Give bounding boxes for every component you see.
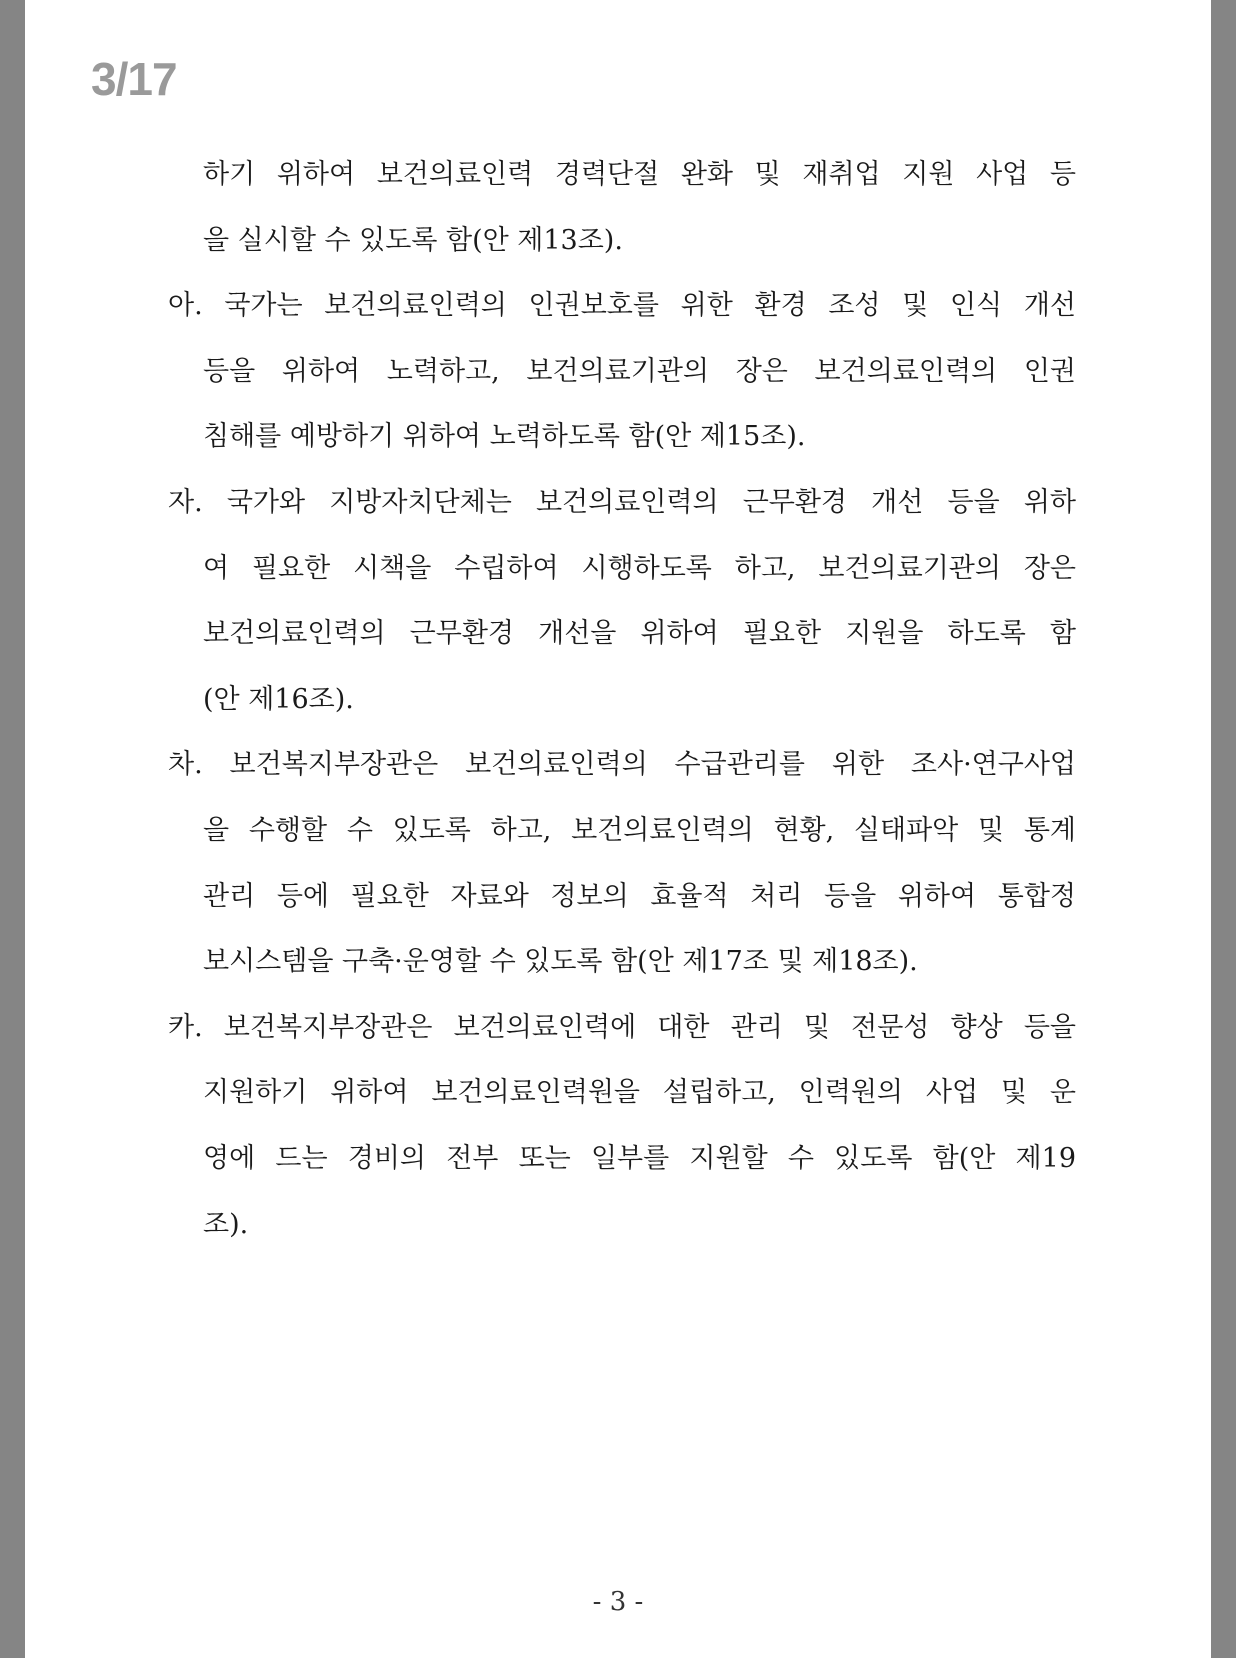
text-line: 등을 위하여 노력하고, 보건의료기관의 장은 보건의료인력의 인권 — [203, 356, 1076, 387]
text-line: 하기 위하여 보건의료인력 경력단절 완화 및 재취업 지원 사업 등 — [203, 159, 1076, 190]
text-line: 을 실시할 수 있도록 함(안 제13조). — [203, 225, 623, 256]
text-line: 조). — [203, 1209, 249, 1240]
page-indicator: 3/17 — [91, 53, 177, 105]
text-line: 여 필요한 시책을 수립하여 시행하도록 하고, 보건의료기관의 장은 — [203, 553, 1076, 584]
list-item-line: 차. 보건복지부장관은 보건의료인력의 수급관리를 위한 조사·연구사업 — [168, 749, 1076, 780]
list-item-line: 아. 국가는 보건의료인력의 인권보호를 위한 환경 조성 및 인식 개선 — [168, 290, 1076, 321]
list-item-line: 카. 보건복지부장관은 보건의료인력에 대한 관리 및 전문성 향상 등을 — [168, 1012, 1076, 1043]
document-body — [25, 0, 1211, 1658]
text-line: 관리 등에 필요한 자료와 정보의 효율적 처리 등을 위하여 통합정 — [203, 881, 1076, 912]
document-page — [25, 0, 1211, 1658]
text-line: 지원하기 위하여 보건의료인력원을 설립하고, 인력원의 사업 및 운 — [203, 1077, 1076, 1108]
list-item-line: 자. 국가와 지방자치단체는 보건의료인력의 근무환경 개선 등을 위하 — [168, 487, 1076, 518]
text-line: 보시스템을 구축·운영할 수 있도록 함(안 제17조 및 제18조). — [203, 946, 918, 977]
text-line: (안 제16조). — [203, 684, 354, 715]
text-line: 영에 드는 경비의 전부 또는 일부를 지원할 수 있도록 함(안 제19 — [203, 1143, 1076, 1174]
text-line: 을 수행할 수 있도록 하고, 보건의료인력의 현황, 실태파악 및 통계 — [203, 815, 1076, 846]
page-number: - 3 - — [592, 1587, 644, 1617]
text-line: 침해를 예방하기 위하여 노력하도록 함(안 제15조). — [203, 421, 806, 452]
text-line: 보건의료인력의 근무환경 개선을 위하여 필요한 지원을 하도록 함 — [203, 618, 1076, 649]
